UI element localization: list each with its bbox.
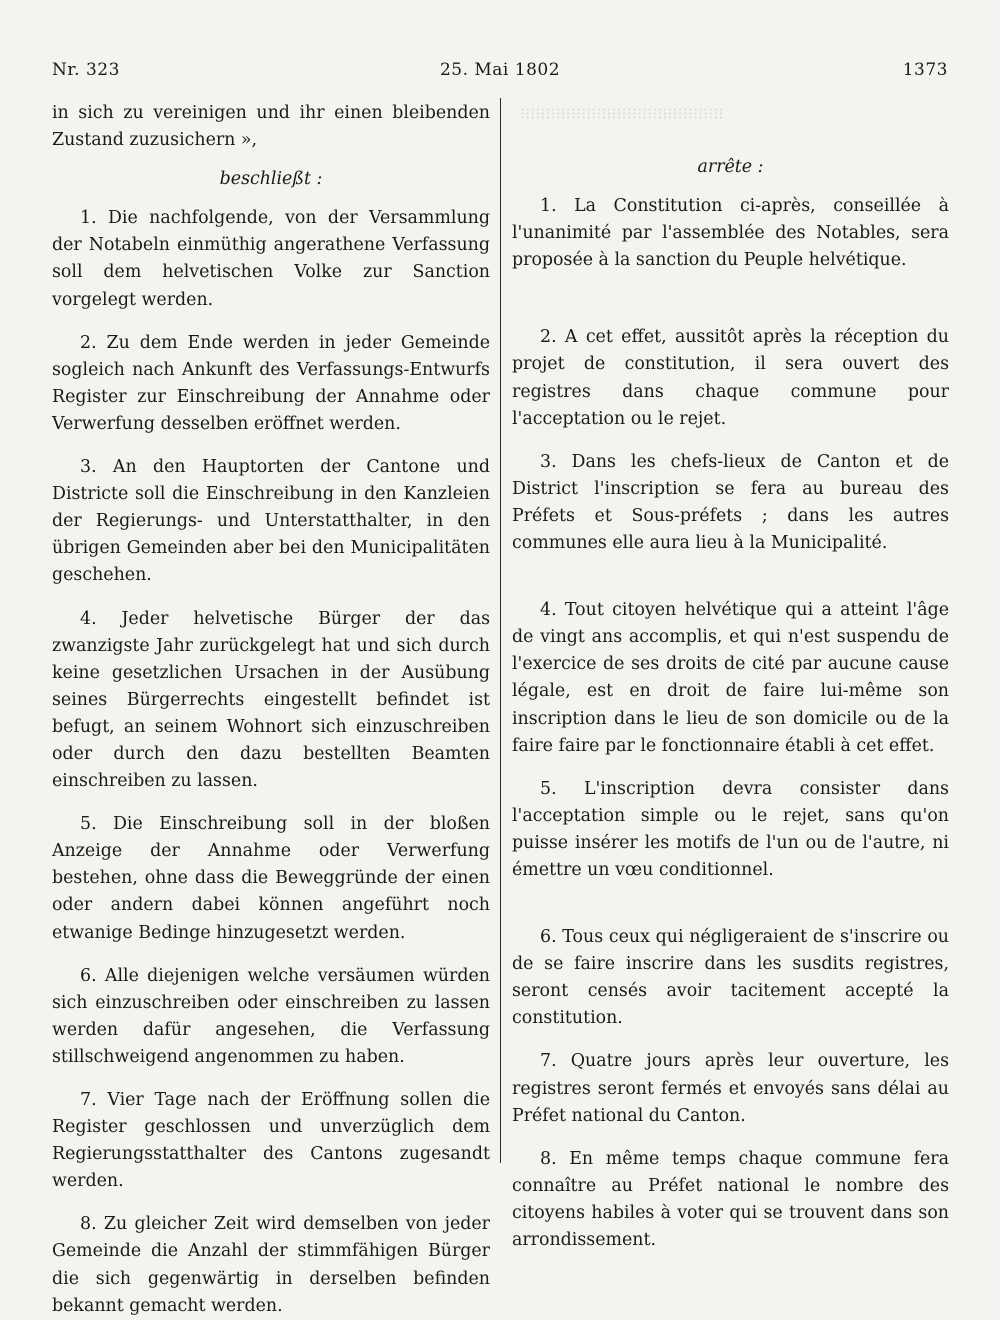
article-4-fr: 4. Tout citoyen helvétique qui a atteint l'âge de vingt ans accomplis, et qui n'est suspendu de l'exercice de ses droits de cité par aucune cause légale, est en droit de faire lui-même son inscription dans le lieu de son domicile ou de la faire faire par le fonctionnaire établi à cet effet. xyxy=(512,600,949,756)
bleed-through-texture: ⁝⁝⁝⁝⁝⁝⁝⁝⁝⁝⁝⁝⁝⁝⁝⁝⁝⁝⁝⁝⁝⁝⁝⁝⁝⁝⁝⁝⁝⁝⁝⁝⁝⁝⁝⁝⁝⁝⁝⁝ xyxy=(520,104,724,123)
article-1-fr: 1. La Constitution ci-après, conseillée à l'unanimité par l'assemblée des Notables, sera proposée à la sanction du Peuple helvétique. xyxy=(512,196,949,271)
article-2-de: 2. Zu dem Ende werden in jeder Gemeinde sogleich nach Ankunft des Verfassungs-Entwurfs Register zur Einschreibung der Annahme oder Verwerfung desselben eröffnet werden. xyxy=(52,332,490,434)
article-5-de: 5. Die Einschreibung soll in der bloßen Anzeige der Annahme oder Verwerfung bestehen, ohne dass die Beweggründe der einen oder andern dabei können angeführt noch etwanige Bedinge hinzugesetzt werden. xyxy=(52,814,490,943)
article-3-fr: 3. Dans les chefs-lieux de Canton et de District l'inscription se fera au bureau des Préfets et Sous-préfets ; dans les autres communes elle aura lieu à la Municipalité. xyxy=(512,451,949,554)
article-2-fr: 2. A cet effet, aussitôt après la réception du projet de constitution, il sera ouvert des registres dans chaque commune pour l'acceptation ou le rejet. xyxy=(512,327,949,429)
document-number: Nr. 323 xyxy=(52,60,120,80)
page-number: 1373 xyxy=(902,60,948,80)
article-7-de: 7. Vier Tage nach der Eröffnung sollen die Register geschlossen und unverzüglich dem Regierungsstatthalter des Cantons zugesandt werden. xyxy=(52,1090,490,1192)
article-4-de: 4. Jeder helvetische Bürger der das zwanzigste Jahr zurückgelegt hat und sich durch keine gesetzlichen Ursachen in der Ausübung seines Bürgerrechts eingestellt befindet ist befugt, an seinem Wohnort sich einzuschreiben oder durch den dazu bestellten Beamten einschreiben zu lassen. xyxy=(52,608,490,792)
document-date: 25. Mai 1802 xyxy=(439,60,561,80)
article-6-fr: 6. Tous ceux qui négligeraient de s'inscrire ou de se faire inscrire dans les susdits registres, seront censés avoir tacitement accepté la constitution. xyxy=(512,927,949,1029)
resolution-heading-fr: arrête : xyxy=(697,157,764,177)
german-column xyxy=(52,100,490,1320)
intro-text: in sich zu vereinigen und ihr einen bleibenden Zustand zuzusichern », xyxy=(52,103,490,151)
article-7-fr: 7. Quatre jours après leur ouverture, les registres seront fermés et envoyés sans délai au Préfet national du Canton. xyxy=(512,1051,949,1126)
article-8-fr: 8. En même temps chaque commune fera connaître au Préfet national le nombre des citoyens habiles à voter qui se trouvent dans son arrondissement. xyxy=(512,1148,949,1250)
article-8-de: 8. Zu gleicher Zeit wird demselben von jeder Gemeinde die Anzahl der stimmfähigen Bürger die sich gegenwärtig in derselben befinden bekannt gemacht werden. xyxy=(52,1214,490,1316)
page-header xyxy=(52,60,948,86)
article-3-de: 3. An den Hauptorten der Cantone und Districte soll die Einschreibung in den Kanzleien der Regierungs- und Unterstatthalter, in den übrigen Gemeinden aber bei den Municipalitäten geschehen. xyxy=(52,457,490,586)
article-6-de: 6. Alle diejenigen welche versäumen würden sich einzuschreiben oder einschreiben zu lassen werden dafür angesehen, die Verfassung stillschweigend angenommen zu haben. xyxy=(52,965,490,1067)
column-divider xyxy=(500,98,501,1163)
article-5-fr: 5. L'inscription devra consister dans l'acceptation simple ou le rejet, sans qu'on puisse insérer les motifs de l'un ou de l'autre, ni émettre un vœu conditionnel. xyxy=(512,778,949,880)
article-1-de: 1. Die nachfolgende, von der Versammlung der Notabeln einmüthig angerathene Verfassung soll dem helvetischen Volke zur Sanction vorgelegt werden. xyxy=(52,208,490,310)
french-column xyxy=(512,100,949,1254)
resolution-heading: beschließt : xyxy=(219,169,323,190)
